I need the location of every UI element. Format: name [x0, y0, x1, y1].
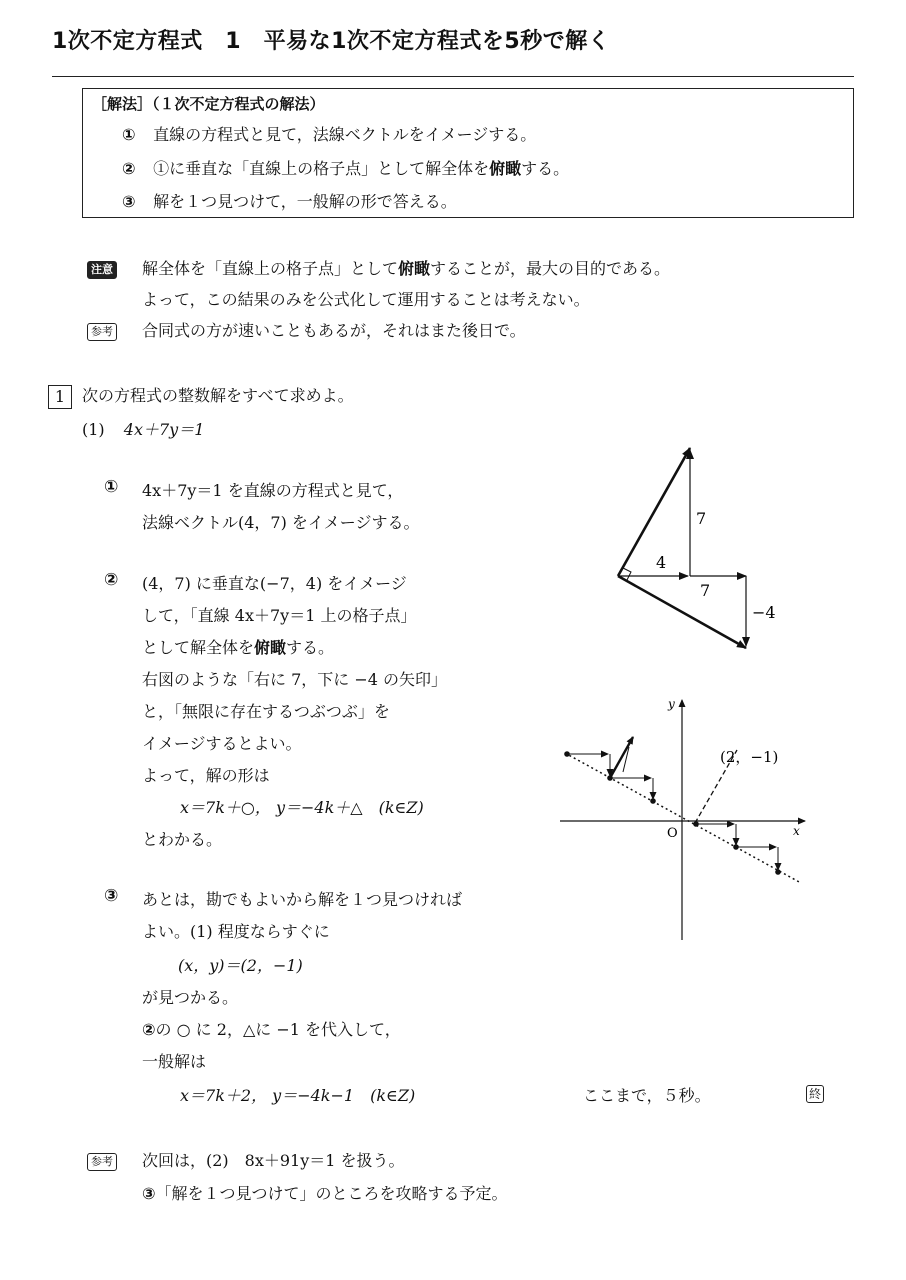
- step-3-line-4: [142, 1017, 401, 1040]
- problem-statement: 次の方程式の整数解をすべて求めよ。: [82, 386, 354, 405]
- method-step-1-text: 直線の方程式と見て，法線ベクトルをイメージする。: [153, 125, 537, 144]
- reference-tag: 参考: [87, 320, 117, 341]
- step-2-line-7: よって，解の形は: [142, 766, 270, 785]
- step-3-line-3: が見つかる。: [142, 988, 239, 1007]
- step-2-line-8: とわかる。: [142, 830, 223, 849]
- caution-line-1-post: することが，最大の目的である。: [430, 259, 671, 278]
- sub-problem-equation: 4x＋7y＝1: [123, 420, 205, 439]
- normal-vector-arrow: [618, 448, 690, 576]
- step-2-line-5: と，「無限に存在するつぶつぶ」を: [142, 702, 390, 721]
- step-3-line-4-text: の ○ に 2，△に −1 を代入して，: [155, 1020, 401, 1039]
- step-2-line-3-pre: として解全体を: [142, 638, 255, 657]
- method-step-2: [122, 156, 569, 179]
- step-2-line-3: [142, 635, 334, 658]
- method-step-3: [122, 189, 457, 212]
- lattice-point: [775, 869, 781, 875]
- footer-line-2: [142, 1181, 508, 1204]
- footer-line-2-text: 「解を１つ見つけて」のところを攻略する予定。: [155, 1184, 508, 1203]
- step-2-line-6: イメージするとよい。: [142, 734, 302, 753]
- step-3-marker: ③: [104, 886, 119, 906]
- end-mark: 終: [806, 1083, 824, 1103]
- label-minus4: −4: [752, 603, 776, 622]
- step-marker: ③: [122, 192, 136, 211]
- method-step-3-text: 解を１つ見つけて，一般解の形で答える。: [153, 192, 457, 211]
- caution-line-1-pre: 解全体を「直線上の格子点」として: [142, 259, 399, 278]
- direction-vector-arrow: [618, 576, 746, 648]
- step-2-marker: ②: [104, 570, 119, 590]
- step-3-line-4-marker: ②: [142, 1020, 156, 1039]
- caution-line-1: [142, 256, 670, 279]
- step-3-line-2: よい。(1) 程度ならすぐに: [142, 922, 330, 941]
- step-2-line-4: 右図のような「右に 7，下に −4 の矢印」: [142, 670, 448, 689]
- title-rule: [52, 76, 854, 77]
- x-axis-label: x: [793, 824, 800, 838]
- footer-line-1: 次回は，(2) 8x＋91y＝1 を扱う。: [142, 1151, 405, 1170]
- caution-line-2: よって，この結果のみを公式化して運用することは考えない。: [142, 290, 590, 309]
- page-title: 1次不定方程式 1 平易な1次不定方程式を5秒で解く: [52, 29, 611, 54]
- label-4: 4: [656, 553, 667, 572]
- lattice-point: [650, 798, 656, 804]
- step-marker: ②: [122, 159, 136, 178]
- method-step-2-text-post: する。: [521, 159, 570, 178]
- reference-line: 合同式の方が速いこともあるが，それはまた後日で。: [142, 321, 526, 340]
- step-1-line-2: 法線ベクトル(4，7) をイメージする。: [142, 513, 420, 532]
- sub-problem-label: (1): [82, 420, 105, 439]
- label-7-vertical: 7: [696, 509, 707, 528]
- time-note: ここまで，５秒。: [583, 1086, 711, 1105]
- step-2-line-3-bold: 俯瞰: [254, 638, 287, 657]
- problem-number: 1: [48, 385, 72, 409]
- general-solution: x＝7k＋2， y＝−4k−1 (k∈Z): [180, 1086, 416, 1105]
- step-2-line-2: して，「直線 4x＋7y＝1 上の格子点」: [142, 606, 417, 625]
- sub-problem: [82, 417, 204, 440]
- method-step-2-text-bold: 俯瞰: [489, 159, 522, 178]
- y-axis-label: y: [668, 697, 675, 711]
- step-3-solution: (x，y)＝(2，−1): [178, 956, 303, 975]
- vector-figure: [600, 430, 800, 670]
- footer-reference-tag: 参考: [87, 1150, 117, 1171]
- footer-line-2-marker: ③: [142, 1184, 156, 1203]
- caution-line-1-bold: 俯瞰: [398, 259, 431, 278]
- solution-line: [565, 753, 801, 883]
- step-2-line-1: (4，7) に垂直な(−7，4) をイメージ: [142, 574, 407, 593]
- step-3-line-1: あとは，勘でもよいから解を１つ見つければ: [142, 890, 463, 909]
- method-box-header: ［解法］（１次不定方程式の解法）: [92, 95, 325, 113]
- step-2-line-3-post: する。: [286, 638, 335, 657]
- point-label: (2，−1): [720, 748, 779, 766]
- step-marker: ①: [122, 125, 136, 144]
- caution-tag: 注意: [87, 258, 117, 279]
- step-3-line-5: 一般解は: [142, 1052, 207, 1071]
- step-2-formula: x＝7k＋○， y＝−4k＋△ (k∈Z): [180, 798, 424, 817]
- step-1-line-1: 4x＋7y＝1 を直線の方程式と見て，: [142, 481, 404, 500]
- origin-label: O: [667, 826, 678, 841]
- normal-vector-small: [610, 737, 633, 778]
- method-step-1: [122, 122, 536, 145]
- label-7-horizontal: 7: [700, 581, 711, 600]
- coordinate-figure: [555, 690, 815, 946]
- method-step-2-text-pre: ①に垂直な「直線上の格子点」として解全体を: [153, 159, 490, 178]
- step-1-marker: ①: [104, 477, 119, 497]
